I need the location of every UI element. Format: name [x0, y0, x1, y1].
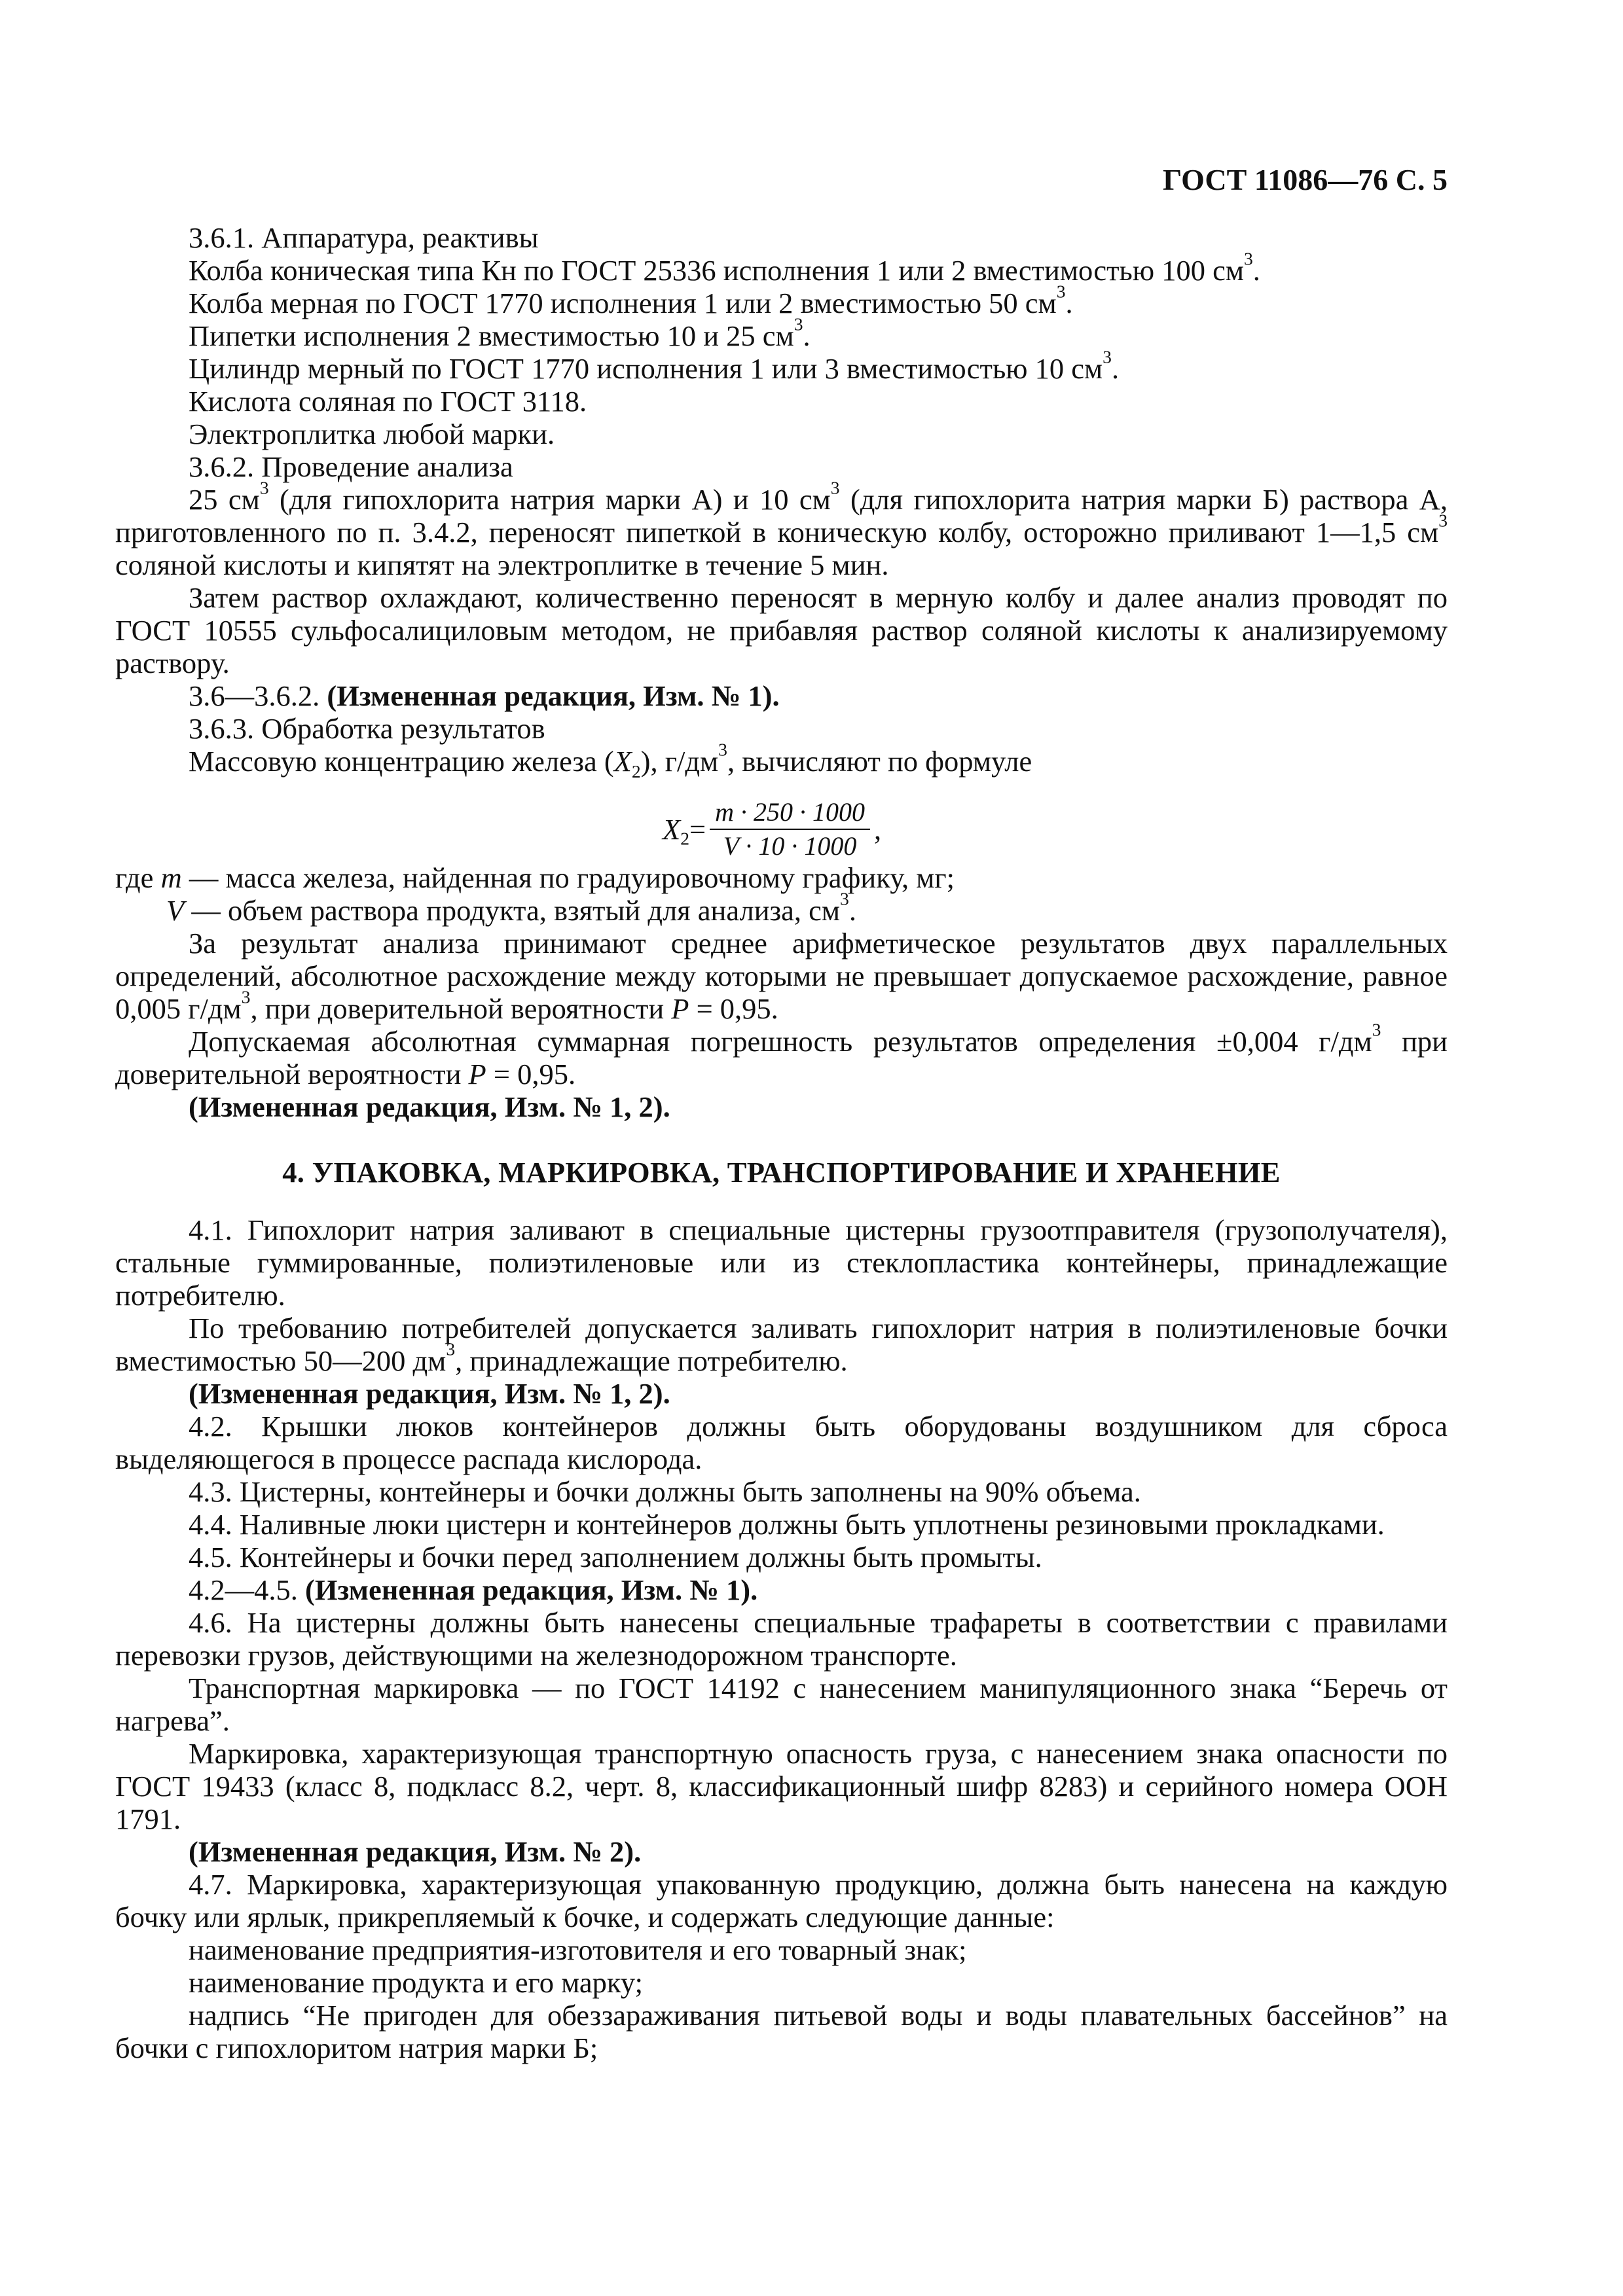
- paragraph-4-6-c: Маркировка, характеризующая транспортную опасность груза, с нанесением знака опасности по ГОСТ 19433 (класс 8, подкласс 8.2, черт. 8, классификационный шифр 8283) и серийного номера ООН 1791.: [115, 1736, 1448, 1835]
- paragraph-4-7-a: наименование предприятия-изготовителя и его товарный знак;: [189, 1933, 967, 1966]
- where-line-m: где m — масса железа, найденная по градуировочному графику, мг;: [115, 861, 955, 894]
- analysis-paragraph-2: Затем раствор охлаждают, количественно переносят в мерную колбу и далее анализ проводят по ГОСТ 10555 сульфосалициловым методом, не прибавляя раствор соляной кислоты к анализируемому раствору.: [115, 581, 1448, 679]
- paragraph-4-2: 4.2. Крышки люков контейнеров должны быть оборудованы воздушником для сброса выделяющегося в процессе распада кислорода.: [115, 1409, 1448, 1475]
- paragraph-4-6-b: Транспортная маркировка — по ГОСТ 14192 с нанесением манипуляционного знака “Беречь от нагрева”.: [115, 1671, 1448, 1737]
- where-line-v: V — объем раствора продукта, взятый для анализа, $см^3$.: [166, 888, 856, 927]
- document-page: [115, 164, 1448, 2064]
- paragraph-4-7-c: надпись “Не пригоден для обеззараживания питьевой воды и воды плавательных бассейнов” на бочки с гипохлоритом натрия марки Б;: [115, 1998, 1448, 2064]
- apparatus-line-1: Колба коническая типа Кн по ГОСТ 25336 исполнения 1 или 2 вместимостью 100 $см^3$.: [189, 248, 1260, 287]
- paragraph-4-1: 4.1. Гипохлорит натрия заливают в специальные цистерны грузоотправителя (грузополучателя), стальные гуммированные, полиэтиленовые или из стеклопластика контейнеры, принадлежащие потребителю.: [115, 1213, 1448, 1312]
- formula-tail: ,: [873, 812, 882, 846]
- paragraph-4-1-b: По требованию потребителей допускается заливать гипохлорит натрия в полиэтиленовые бочки вместимостью 50—200 $дм^3$, принадлежащие потребителю.: [115, 1311, 1448, 1377]
- formula-equals: =: [689, 812, 706, 846]
- paragraph-4-4: 4.4. Наливные люки цистерн и контейнеров должны быть уплотнены резиновыми прокладками.: [189, 1507, 1385, 1541]
- section-4-title: 4. УПАКОВКА, МАРКИРОВКА, ТРАНСПОРТИРОВАНИЕ И ХРАНЕНИЕ: [282, 1155, 1281, 1189]
- revision-note-5: (Измененная редакция, Изм. № 2).: [189, 1835, 642, 1868]
- revision-note-2: (Измененная редакция, Изм. № 1, 2).: [189, 1090, 670, 1123]
- apparatus-line-3: Пипетки исполнения 2 вместимостью 10 и 25 $см^3$.: [189, 314, 811, 352]
- page-header: ГОСТ 11086—76 С. 5: [1162, 163, 1448, 196]
- concentration-intro: Массовую концентрацию железа $(X_2)$, $г/дм^3$, вычисляют по формуле: [189, 739, 1032, 781]
- subsection-3-6-2: 3.6.2. Проведение анализа: [189, 450, 513, 483]
- subsection-3-6-3: 3.6.3. Обработка результатов: [189, 712, 545, 745]
- revision-note-1: 3.6—3.6.2. (Измененная редакция, Изм. № 1).: [189, 679, 780, 712]
- result-paragraph-1: За результат анализа принимают среднее арифметическое результатов двух параллельных определений, абсолютное расхождение между которыми не превышает допускаемое расхождение, равное 0,005 $г/дм^3$, при доверительной вероятности P = 0,95.: [115, 926, 1448, 1025]
- paragraph-4-6: 4.6. На цистерны должны быть нанесены специальные трафареты в соответствии с правилами перевозки грузов, действующими на железнодорожном транспорте.: [115, 1605, 1448, 1672]
- apparatus-line-6: Электроплитка любой марки.: [189, 418, 555, 450]
- analysis-paragraph-1: 25 $см^3$ (для гипохлорита натрия марки А) и 10 $см^3$ (для гипохлорита натрия марки Б) раствора А, приготовленного по п. 3.4.2, переносят пипеткой в коническую колбу, осторожно приливают 1—1,5 $см^3$ соляной кислоты и кипятят на электроплитке в течение 5 мин.: [115, 477, 1448, 581]
- revision-note-3: (Измененная редакция, Изм. № 1, 2).: [189, 1376, 670, 1410]
- formula-fraction: [710, 797, 870, 861]
- formula-lhs: $X_2$: [663, 812, 689, 849]
- formula-x2: [115, 792, 1448, 861]
- paragraph-4-7: 4.7. Маркировка, характеризующая упакованную продукцию, должна быть нанесена на каждую бочку или ярлык, прикрепляемый к бочке, и содержать следующие данные:: [115, 1867, 1448, 1933]
- apparatus-line-5: Кислота соляная по ГОСТ 3118.: [189, 385, 587, 418]
- formula-numerator: m · 250 · 1000: [710, 797, 870, 830]
- result-paragraph-2: Допускаемая абсолютная суммарная погрешность результатов определения ±0,004 $г/дм^3$ при доверительной вероятности P = 0,95.: [115, 1019, 1448, 1090]
- paragraph-4-7-b: наименование продукта и его марку;: [189, 1965, 643, 1999]
- apparatus-line-2: Колба мерная по ГОСТ 1770 исполнения 1 или 2 вместимостью 50 $см^3$.: [189, 281, 1073, 319]
- revision-note-4: 4.2—4.5. (Измененная редакция, Изм. № 1).: [189, 1573, 758, 1606]
- apparatus-line-4: Цилиндр мерный по ГОСТ 1770 исполнения 1 или 3 вместимостью 10 $см^3$.: [189, 346, 1120, 385]
- paragraph-4-5: 4.5. Контейнеры и бочки перед заполнением должны быть промыты.: [189, 1540, 1042, 1573]
- formula-denominator: V · 10 · 1000: [723, 831, 857, 861]
- paragraph-4-3: 4.3. Цистерны, контейнеры и бочки должны быть заполнены на 90% объема.: [189, 1475, 1141, 1508]
- subsection-3-6-1: 3.6.1. Аппаратура, реактивы: [189, 221, 539, 254]
